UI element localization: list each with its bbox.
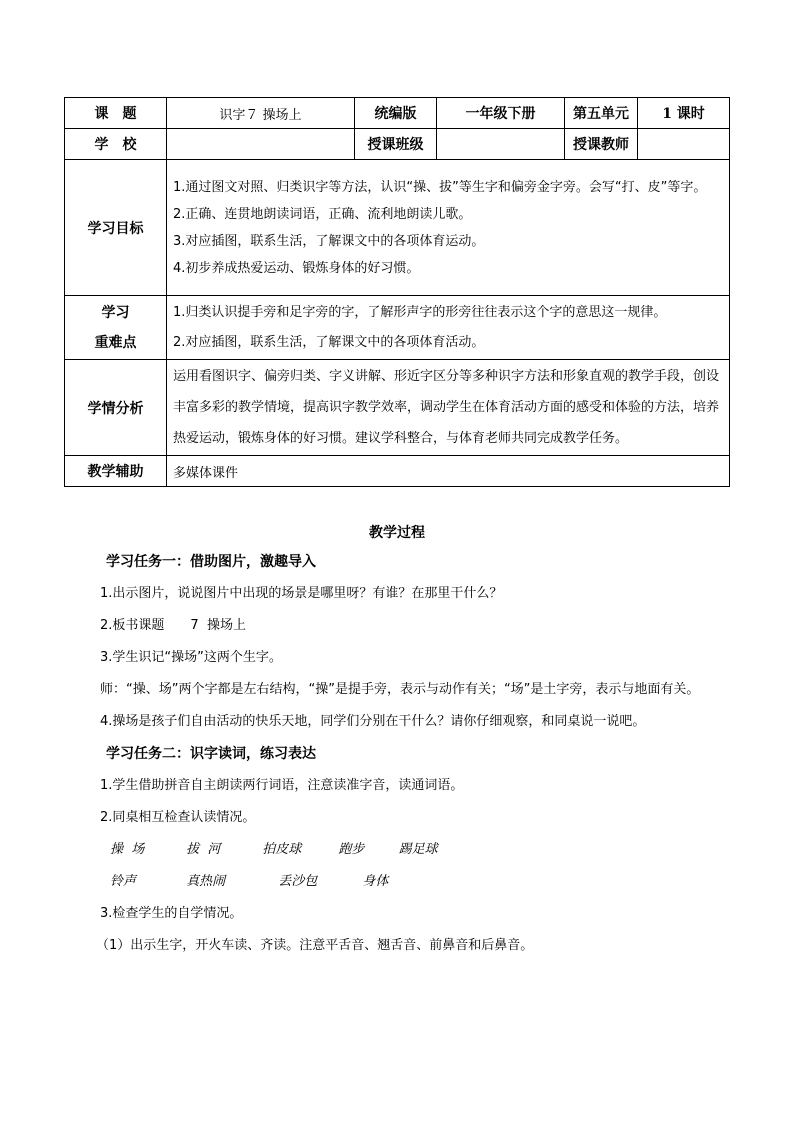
word: 操 场 — [110, 842, 145, 857]
step-text: 3.检查学生的自学情况。 — [100, 906, 243, 921]
school-label: 学 校 — [65, 129, 167, 160]
school-value — [167, 129, 355, 160]
table-row — [65, 160, 730, 296]
teacher-note — [64, 674, 730, 706]
section-title: 教学过程 — [369, 525, 425, 541]
course-title: 识字７ 操场上 — [167, 98, 355, 129]
teaching-process — [96, 520, 730, 962]
step-text: 3.学生识记“操场”这两个生字。 — [100, 650, 282, 665]
key-points-label — [65, 296, 167, 360]
word: 真热闹 — [186, 874, 226, 889]
word: 拔 河 — [186, 842, 221, 857]
teacher-label: 授课教师 — [565, 129, 638, 160]
word: 踢足球 — [398, 842, 438, 857]
word: 拍皮球 — [262, 842, 302, 857]
teacher-note-text: 师：“操、场”两个字都是左右结构，“操”是提手旁，表示与动作有关；“场”是土字旁，表示与地面有关。 — [100, 682, 700, 697]
analysis-label: 学情分析 — [65, 360, 167, 456]
key-points-content — [167, 296, 730, 360]
step-text: 2.板书课题 7 操场上 — [100, 618, 246, 633]
key-points-label-line2: 重难点 — [94, 334, 137, 351]
word-row — [110, 834, 730, 866]
goals-label: 学习目标 — [65, 160, 167, 296]
step-text: 4.操场是孩子们自由活动的快乐天地，同学们分别在干什么？请你仔细观察，和同桌说一说吧。 — [100, 714, 646, 729]
course-label: 课 题 — [65, 98, 167, 129]
word: 丢沙包 — [278, 874, 318, 889]
analysis-content — [167, 360, 730, 456]
table-row — [65, 456, 730, 487]
table-row — [65, 360, 730, 456]
goal-item: 2.正确、连贯地朗读词语，正确、流利地朗读儿歌。 — [173, 206, 472, 222]
lesson-info-table — [64, 97, 730, 487]
word: 跑步 — [338, 842, 365, 857]
step-text: 1.学生借助拼音自主朗读两行词语，注意读准字音，读通词语。 — [100, 778, 464, 793]
key-point-item: 2.对应插图，联系生活，了解课文中的各项体育活动。 — [173, 334, 485, 350]
hours: 1 课时 — [638, 98, 730, 129]
teacher-value — [638, 129, 730, 160]
task-heading: 学习任务二：识字读词，练习表达 — [106, 746, 316, 762]
analysis-text: 运用看图识字、偏旁归类、字义讲解、形近字区分等多种识字方法和形象直观的教学手段，创设丰富多彩的教学情境，提高识字教学效率，调动学生在体育活动方面的感受和体验的方法，培养热爱运动，锻炼身体的好习惯。建议学科整合，与体育老师共同完成教学任务。 — [173, 369, 720, 446]
unit: 第五单元 — [565, 98, 638, 129]
goal-item: 3.对应插图，联系生活，了解课文中的各项体育运动。 — [173, 233, 485, 249]
goals-content — [167, 160, 730, 296]
aids-label: 教学辅助 — [65, 456, 167, 487]
step-text: （1）出示生字，开火车读、齐读。注意平舌音、翘舌音、前鼻音和后鼻音。 — [96, 938, 534, 953]
class-value — [437, 129, 565, 160]
key-points-label-line1: 学习 — [101, 304, 130, 321]
word-row — [110, 866, 730, 898]
grade: 一年级下册 — [437, 98, 565, 129]
step-text: 1.出示图片，说说图片中出现的场景是哪里呀？有谁？在那里干什么？ — [100, 586, 503, 601]
word: 铃声 — [110, 874, 137, 889]
table-row — [65, 296, 730, 360]
key-point-item: 1.归类认识提手旁和足字旁的字，了解形声字的形旁往往表示这个字的意思这一规律。 — [173, 304, 667, 320]
edition: 统编版 — [355, 98, 437, 129]
task-heading: 学习任务一：借助图片，激趣导入 — [106, 554, 316, 570]
step-text: 2.同桌相互检查认读情况。 — [100, 810, 256, 825]
table-row — [65, 129, 730, 160]
table-row — [65, 98, 730, 129]
goal-item: 4.初步养成热爱运动、锻炼身体的好习惯。 — [173, 260, 420, 276]
word: 身体 — [362, 874, 389, 889]
class-label: 授课班级 — [355, 129, 437, 160]
aids-content: 多媒体课件 — [167, 456, 730, 487]
goal-item: 1.通过图文对照、归类识字等方法，认识“操、拔”等生字和偏旁金字旁。会写“打、皮”等字。 — [173, 179, 707, 195]
